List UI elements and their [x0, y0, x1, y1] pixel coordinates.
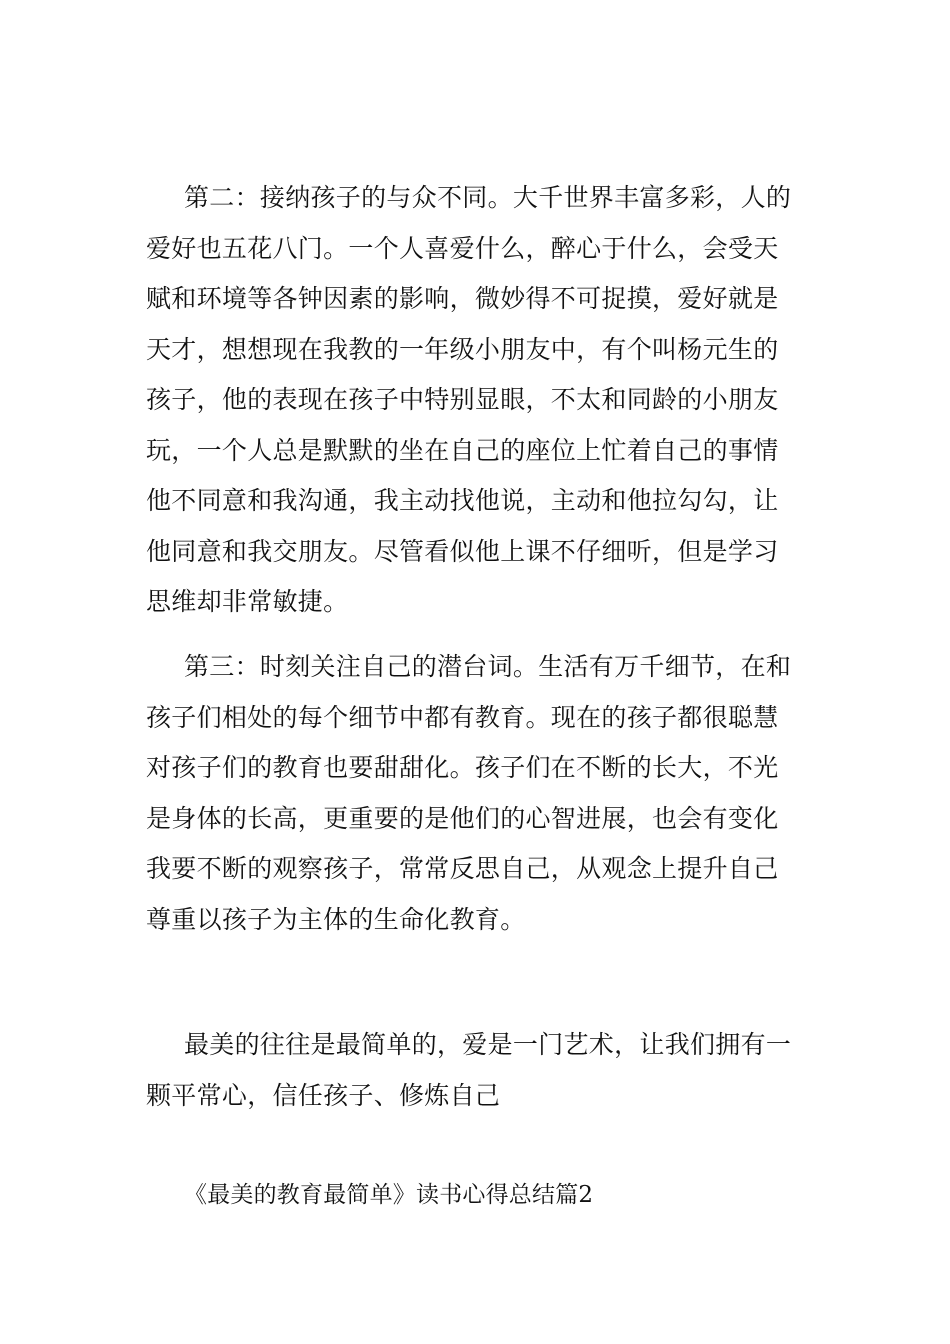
paragraph-line: 爱好也五花八门。一个人喜爱什么，醉心于什么，会受天: [146, 233, 779, 263]
paragraph-line: 对孩子们的教育也要甜甜化。孩子们在不断的长大，不光: [146, 753, 779, 782]
paragraph-line: 他同意和我交朋友。尽管看似他上课不仔细听，但是学习: [146, 536, 779, 566]
paragraph-line: 是身体的长高，更重要的是他们的心智进展，也会有变化: [146, 803, 779, 833]
paragraph-line: 孩子，他的表现在孩子中特别显眼，不太和同龄的小朋友: [146, 385, 779, 414]
paragraph-third-point: [146, 642, 806, 945]
paragraph-line: 玩，一个人总是默默的坐在自己的座位上忙着自己的事情: [146, 435, 779, 465]
paragraph-line: 天才，想想现在我教的一年级小朋友中，有个叫杨元生的: [146, 334, 779, 364]
paragraph-line: 他不同意和我沟通，我主动找他说，主动和他拉勾勾，让: [146, 486, 779, 515]
paragraph-line: 孩子们相处的每个细节中都有教育。现在的孩子都很聪慧: [146, 702, 779, 732]
paragraph-line: 第二：接纳孩子的与众不同。大千世界丰富多彩，人的: [184, 183, 792, 212]
paragraph-line: 第三：时刻关注自己的潜台词。生活有万千细节，在和: [184, 652, 792, 681]
paragraph-line: 思维却非常敏捷。: [146, 587, 349, 616]
paragraph-line: 尊重以孩子为主体的生命化教育。: [146, 904, 526, 934]
paragraph-line: 我要不断的观察孩子，常常反思自己，从观念上提升自己: [146, 854, 779, 883]
section-heading: 《最美的教育最简单》读书心得总结篇2: [184, 1182, 594, 1208]
paragraph-line: 颗平常心，信任孩子、修炼自己: [146, 1080, 501, 1110]
paragraph-line: 最美的往往是最简单的，爱是一门艺术，让我们拥有一: [184, 1030, 792, 1059]
paragraph-second-point: [146, 173, 806, 628]
paragraph-line: 赋和环境等各钟因素的影响，微妙得不可捉摸，爱好就是: [146, 284, 779, 313]
paragraph-conclusion: [146, 1020, 806, 1121]
